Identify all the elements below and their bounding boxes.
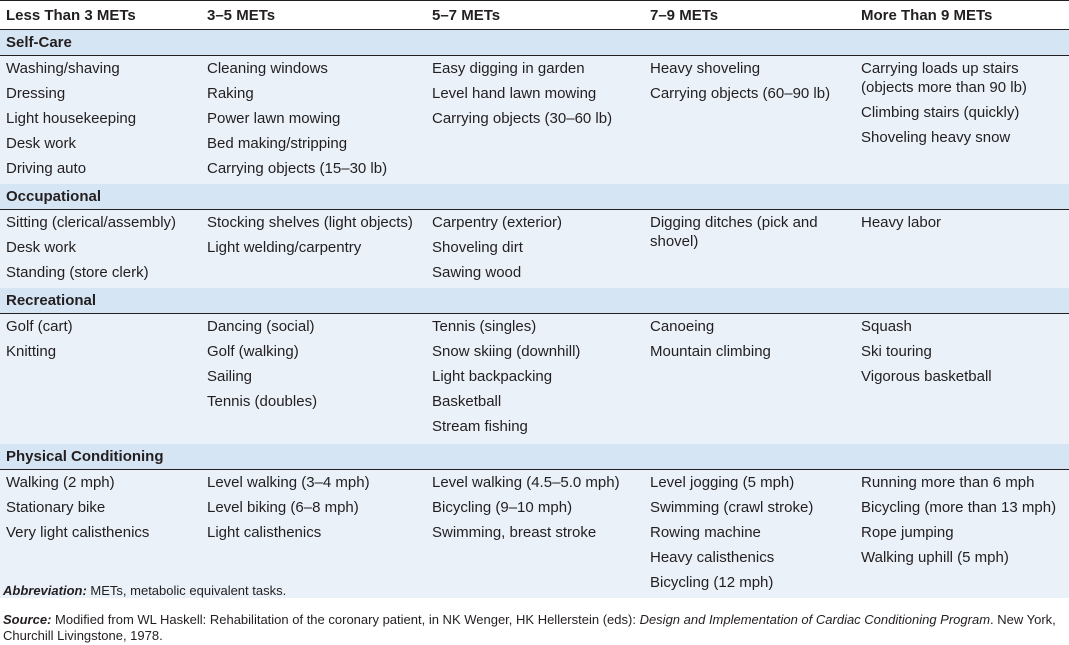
activity-item: Desk work [6,135,77,152]
activity-item: Desk work [6,239,77,256]
table-cell [855,56,1069,185]
table-row [0,470,1069,599]
activity-item: Light backpacking [432,368,553,385]
activity-item: Bed making/stripping [207,135,348,152]
activity-item: Bicycling (12 mph) [650,574,774,591]
section-title: Physical Conditioning [0,444,1069,470]
activity-item: Tennis (singles) [432,318,537,335]
activity-item: Squash [861,318,912,335]
source-text: Modified from WL Haskell: Rehabilitation of the coronary patient, in NK Wenger, HK Hellerstein (eds): [51,612,640,627]
source-title: Design and Implementation of Cardiac Conditioning Program [639,612,991,627]
table-cell [201,210,426,289]
activity-item: Shoveling heavy snow [861,129,1011,146]
activity-item: Stationary bike [6,499,106,516]
section-title: Self-Care [0,30,1069,56]
table-row [0,210,1069,289]
table-row [0,314,1069,445]
activity-item: Easy digging in garden [432,60,585,77]
activity-item: Shoveling dirt [432,239,523,256]
abbreviation-text: METs, metabolic equivalent tasks. [86,583,287,598]
activity-item: Swimming, breast stroke [432,524,597,541]
activity-item: Rope jumping [861,524,954,541]
activity-item: Golf (walking) [207,343,299,360]
abbreviation-note [3,583,1063,599]
activity-item: Level jogging (5 mph) [650,474,795,491]
activity-item: Heavy labor [861,214,942,231]
table-cell [644,56,855,185]
table-cell [0,56,201,185]
table-cell [0,470,201,599]
activity-item: Walking uphill (5 mph) [861,549,1009,566]
column-header: More Than 9 METs [855,1,1069,30]
activity-item: Heavy shoveling [650,60,761,77]
section-title: Occupational [0,184,1069,210]
activity-item: Driving auto [6,160,87,177]
column-header: 3–5 METs [201,1,426,30]
activity-item: Level biking (6–8 mph) [207,499,359,516]
activity-item: Level hand lawn mowing [432,85,597,102]
table-row [0,56,1069,185]
table-cell [855,210,1069,289]
table-cell [855,314,1069,445]
activity-item: Level walking (4.5–5.0 mph) [432,474,620,491]
activity-item: Light welding/carpentry [207,239,362,256]
activity-item: Dancing (social) [207,318,315,335]
activity-item: Walking (2 mph) [6,474,115,491]
column-header: Less Than 3 METs [0,1,201,30]
table-cell [201,56,426,185]
source-text-end: . New York, Churchill Livingstone, 1978. [3,612,1056,643]
activity-item: Light calisthenics [207,524,322,541]
activity-item: Canoeing [650,318,715,335]
activity-item: Stocking shelves (light objects) [207,214,413,231]
activity-item: Carrying loads up stairs (objects more than 90 lb) [861,60,1027,96]
activity-item: Running more than 6 mph [861,474,1035,491]
table-cell [426,56,644,185]
abbreviation-label: Abbreviation: [3,583,87,598]
activity-item: Rowing machine [650,524,761,541]
table-cell [644,210,855,289]
table-cell [426,210,644,289]
activity-item: Level walking (3–4 mph) [207,474,370,491]
table-cell [201,470,426,599]
header-row [0,1,1069,30]
activity-item: Stream fishing [432,418,528,435]
activity-item: Digging ditches (pick and shovel) [650,214,818,250]
table-cell [644,314,855,445]
table-cell [644,470,855,599]
section-row [0,444,1069,470]
section-title: Recreational [0,288,1069,314]
table-cell [426,314,644,445]
activity-item: Power lawn mowing [207,110,341,127]
source-note [3,612,1063,644]
activity-item: Carrying objects (15–30 lb) [207,160,388,177]
activity-item: Climbing stairs (quickly) [861,104,1020,121]
activity-item: Golf (cart) [6,318,73,335]
table-cell [0,210,201,289]
activity-item: Tennis (doubles) [207,393,318,410]
activity-item: Swimming (crawl stroke) [650,499,814,516]
table-cell [855,470,1069,599]
activity-item: Very light calisthenics [6,524,150,541]
activity-item: Vigorous basketball [861,368,992,385]
section-row [0,288,1069,314]
activity-item: Sailing [207,368,253,385]
activity-item: Basketball [432,393,502,410]
activity-item: Washing/shaving [6,60,120,77]
activity-item: Ski touring [861,343,932,360]
activity-item: Heavy calisthenics [650,549,775,566]
activity-item: Knitting [6,343,57,360]
activity-item: Bicycling (9–10 mph) [432,499,573,516]
activity-item: Mountain climbing [650,343,771,360]
activity-item: Carrying objects (30–60 lb) [432,110,613,127]
column-header: 5–7 METs [426,1,644,30]
activity-item: Sitting (clerical/assembly) [6,214,177,231]
section-row [0,30,1069,56]
column-header: 7–9 METs [644,1,855,30]
section-row [0,184,1069,210]
activity-item: Sawing wood [432,264,522,281]
table-body [0,30,1069,599]
activity-item: Snow skiing (downhill) [432,343,581,360]
activity-item: Carrying objects (60–90 lb) [650,85,831,102]
activity-item: Carpentry (exterior) [432,214,563,231]
activity-item: Bicycling (more than 13 mph) [861,499,1057,516]
activity-item: Dressing [6,85,66,102]
table-cell [201,314,426,445]
activity-item: Cleaning windows [207,60,328,77]
table-cell [0,314,201,445]
activity-item: Raking [207,85,254,102]
activity-item: Light housekeeping [6,110,137,127]
table-cell [426,470,644,599]
activity-item: Standing (store clerk) [6,264,149,281]
source-label: Source: [3,612,52,627]
